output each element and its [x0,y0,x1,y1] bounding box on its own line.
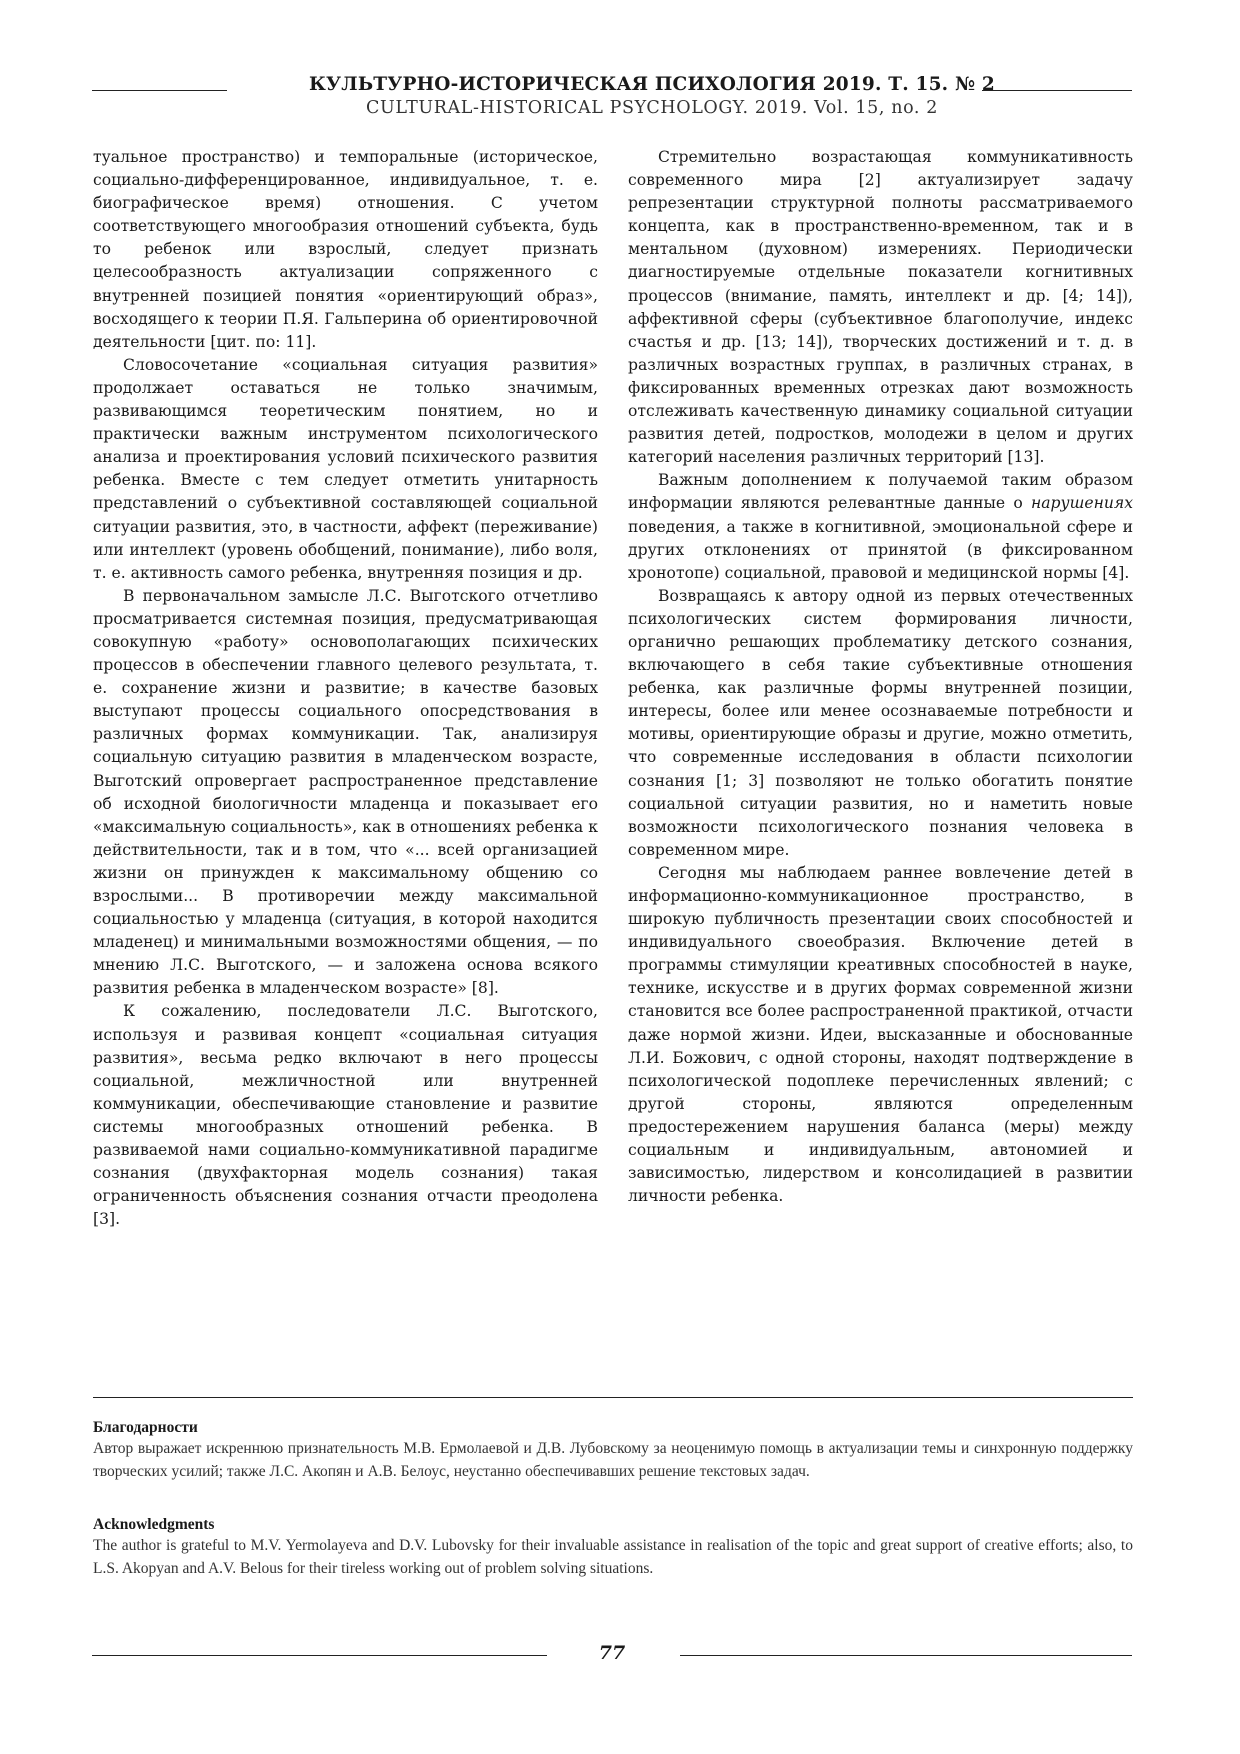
acknowledgments-divider [93,1397,1133,1398]
left-column [93,146,598,1354]
acknowledgments-text: The author is grateful to M.V. Yermolayeva and D.V. Lubovsky for their invaluable assistance in realisation of the topic and great support of creative efforts; also, to L.S. Akopyan and A.V. Belous for their tireless working out of problem solving situations. [93,1537,1133,1577]
paragraph: Словосочетание «социальная ситуация развития» продолжает оставаться не только значимым, развивающимся теоретическим понятием, но и практически важным инструментом психологического анализа и проектирования условий психического развития ребенка. Вместе с тем следует отметить унитарность представлений о субъективной составляющей социальной ситуации развития, это, в частности, аффект (переживание) или интеллект (уровень обобщений, понимание), либо воля, т. е. активность самого ребенка, внутренняя позиция и др. [93,355,598,582]
paragraph: В первоначальном замысле Л.С. Выготского отчетливо просматривается системная позиция, предусматривающая совокупную «работу» основополагающих психических процессов в обеспечении главного целевого результата, т. е. сохранение жизни и развитие; в качестве базовых выступают процессы социального опосредствования в различных формах коммуникации. Так, анализируя социальную ситуацию развития в младенческом возрасте, Выготский опровергает распространенное представление об исходной биологичности младенца и показывает его «максимальную социальность», как в отношениях ребенка к действительности, так и в том, что «... всей организацией жизни он принужден к максимальному общению со взрослыми... В противоречии между максимальной социальностью у младенца (ситуация, в которой находится младенец) и минимальными возможностями общения, — по мнению Л.С. Выготского, — и заложена основа всякого развития ребенка в младенческом возрасте» [8]. [93,586,598,998]
acknowledgments-ru [93,1418,1133,1483]
header-rule-left [92,90,227,91]
page-footer [92,1640,1132,1670]
page-number: 77 [598,1642,626,1664]
article-body [93,146,1133,1354]
acknowledgments-en [93,1515,1133,1580]
paragraph: Сегодня мы наблюдаем раннее вовлечение детей в информационно-коммуникационное пространство, в широкую публичность презентации своих способностей и индивидуального своеобразия. Включение детей в программы стимуляции креативных способностей в науке, технике, искусстве и в других формах современной жизни становится все более распространенной практикой, отчасти даже нормой жизни. Идеи, высказанные и обоснованные Л.И. Божович, с одной стороны, находят подтверждение в психологической подоплеке перечисленных явлений; с другой стороны, являются определенным предостережением нарушения баланса (меры) между социальным и индивидуальным, автономией и зависимостью, лидерством и консолидацией в развитии личности ребенка. [628,863,1133,1206]
journal-title-ru: КУЛЬТУРНО-ИСТОРИЧЕСКАЯ ПСИХОЛОГИЯ 2019. Т. 15. № 2 [309,74,995,95]
journal-title-en: CULTURAL-HISTORICAL PSYCHOLOGY. 2019. Vol. 15, no. 2 [366,98,938,118]
right-column [628,146,1133,1354]
emphasis-text: нарушениях [1030,494,1133,513]
header-rule-right [982,90,1132,91]
acknowledgments-heading: Acknowledgments [93,1516,215,1533]
paragraph-text: Важным дополнением к получаемой таким образом информации являются релевантные данные о [628,471,1133,513]
footer-rule-right [680,1655,1132,1656]
paragraph-text: поведения, а также в когнитивной, эмоциональной сфере и других отклонениях от принятой (в фиксированном хронотопе) социальной, правовой и медицинской нормы [4]. [628,517,1133,582]
paragraph: туальное пространство) и темпоральные (историческое, социально-дифференцированное, индивидуальное, т. е. биографическое время) отношения. С учетом соответствующего многообразия отношений субъекта, будь то ребенок или взрослый, следует признать целесообразность актуализации сопряженного с внутренней позицией понятия «ориентирующий образ», восходящего к теории П.Я. Гальперина об ориентировочной деятельности [цит. по: 11]. [93,148,598,351]
footer-rule-left [92,1655,547,1656]
acknowledgments-heading: Благодарности [93,1419,198,1436]
running-header [92,72,1132,122]
acknowledgments-text: Автор выражает искреннюю признательность М.В. Ермолаевой и Д.В. Лубовскому за неоценимую помощь в актуализации темы и синхронную поддержку творческих усилий; также Л.С. Акопян и А.В. Белоус, неустанно обеспечивавших решение текстовых задач. [93,1440,1133,1480]
paragraph: Стремительно возрастающая коммуникативность современного мира [2] актуализирует задачу репрезентации структурной полноты рассматриваемого концепта, как в пространственно-временном, так и в ментальном (духовном) измерениях. Периодически диагностируемые отдельные показатели когнитивных процессов (внимание, память, интеллект и др. [4; 14]), аффективной сферы (субъективное благополучие, индекс счастья и др. [13; 14]), творческих достижений и т. д. в различных возрастных группах, в различных странах, в фиксированных временных отрезках дают возможность отслеживать качественную динамику социальной ситуации развития детей, подростков, молодежи в целом и других категорий населения различных территорий [13]. [628,148,1133,467]
paragraph: К сожалению, последователи Л.С. Выготского, используя и развивая концепт «социальная ситуация развития», весьма редко включают в него процессы социальной, межличностной или внутренней коммуникации, обеспечивающие становление и развитие системы многообразных отношений ребенка. В развиваемой нами социально-коммуникативной парадигме сознания (двухфакторная модель сознания) такая ограниченность объяснения сознания отчасти преодолена [3]. [93,1002,598,1229]
paragraph: Возвращаясь к автору одной из первых отечественных психологических систем формирования личности, органично решающих проблематику детского сознания, включающего в себя такие субъективные отношения ребенка, как различные формы внутренней позиции, интересы, более или менее осознаваемые потребности и мотивы, ориентирующие образы и другие, можно отметить, что современные исследования в области психологии сознания [1; 3] позволяют не только обогатить понятие социальной ситуации развития, но и наметить новые возможности психологического познания человека в современном мире. [628,586,1133,859]
paragraph [628,469,1133,584]
